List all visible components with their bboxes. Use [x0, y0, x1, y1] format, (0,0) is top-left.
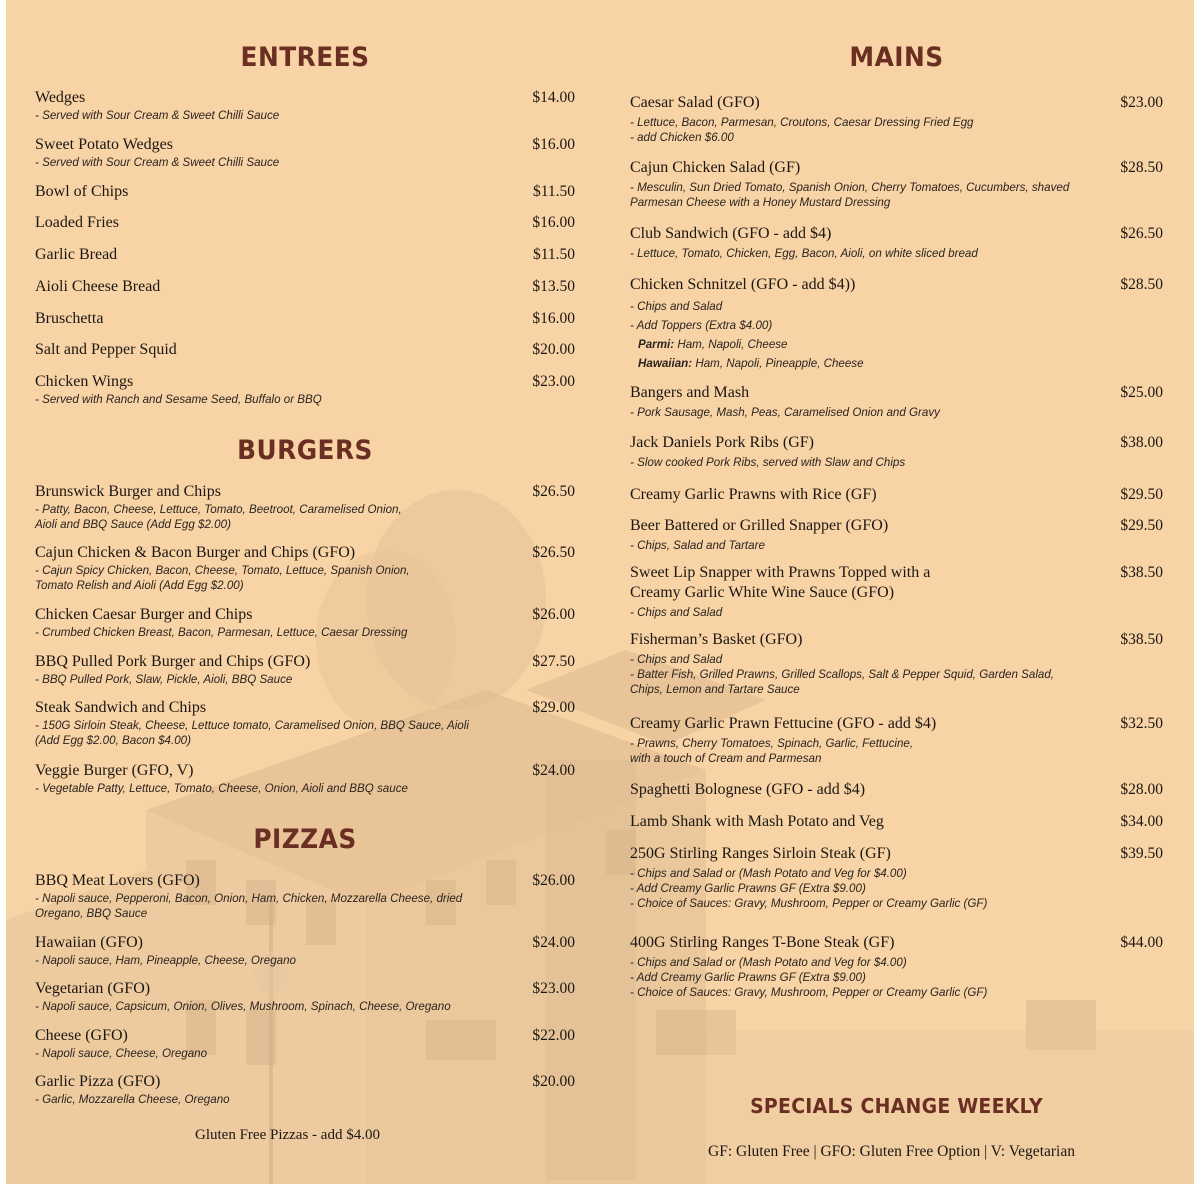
dietary-legend: GF: Gluten Free | GFO: Gluten Free Option | V: Vegetarian: [708, 1143, 1075, 1160]
menu-item-name: Fisherman’s Basket (GFO): [630, 631, 803, 648]
menu-item: [35, 277, 575, 297]
description-line: - Crumbed Chicken Breast, Bacon, Parmesan, Lettuce, Caesar Dressing: [35, 626, 408, 639]
menu-item: [35, 88, 575, 123]
description-line: - Chips and Salad or (Mash Potato and Veg for $4.00): [630, 867, 907, 880]
menu-item-description: [35, 502, 575, 532]
menu-item-price: $29.00: [532, 699, 575, 716]
menu-item-description: [630, 605, 1163, 620]
description-line: - Chips, Salad and Tartare: [630, 539, 765, 552]
menu-item: [35, 933, 575, 968]
menu-item-price: $34.00: [1120, 813, 1163, 830]
menu-item-name: Vegetarian (GFO): [35, 980, 151, 997]
menu-item-name: Beer Battered or Grilled Snapper (GFO): [630, 517, 889, 534]
menu-item: [35, 309, 575, 329]
menu-item-description: [630, 405, 1163, 420]
menu-item: [35, 213, 575, 233]
menu-item-description: [35, 392, 575, 407]
menu-item: [35, 135, 575, 170]
menu-item-price: $23.00: [1120, 94, 1163, 111]
menu-item-price: $38.50: [1120, 564, 1163, 581]
menu-item: [630, 812, 1163, 832]
menu-item-name: Bruschetta: [35, 310, 104, 327]
menu-item-price: $28.00: [1120, 781, 1163, 798]
description-line: - Served with Sour Cream & Sweet Chilli Sauce: [35, 156, 280, 169]
menu-item-description: [35, 672, 575, 687]
menu-item: [630, 844, 1163, 911]
mains-heading: MAINS: [849, 42, 944, 73]
menu-item-price: $20.00: [532, 1073, 575, 1090]
menu-item-description: [35, 1046, 575, 1061]
menu-item-name: Brunswick Burger and Chips: [35, 483, 221, 500]
menu-item-price: $16.00: [532, 136, 575, 153]
menu-item: [35, 605, 575, 640]
menu-item: [630, 933, 1163, 1000]
menu-item-name: Sweet Lip Snapper with Prawns Topped with a: [630, 564, 931, 581]
menu-item-name: 400G Stirling Ranges T-Bone Steak (GF): [630, 934, 895, 951]
description-line: - add Chicken $6.00: [630, 131, 734, 144]
description-line: - Napoli sauce, Ham, Pineapple, Cheese, Oregano: [35, 954, 297, 967]
menu-item-name: Caesar Salad (GFO): [630, 94, 760, 111]
menu-item: [35, 482, 575, 532]
menu-item-name: Veggie Burger (GFO, V): [35, 762, 194, 779]
description-line: Parmesan Cheese with a Honey Mustard Dressing: [630, 196, 891, 209]
description-line: - Batter Fish, Grilled Prawns, Grilled Scallops, Salt & Pepper Squid, Garden Salad,: [630, 668, 1055, 681]
menu-item: [630, 224, 1163, 261]
menu-item: [35, 871, 575, 921]
description-line: - Cajun Spicy Chicken, Bacon, Cheese, Tomato, Lettuce, Spanish Onion,: [35, 564, 410, 577]
menu-item-price: $24.00: [532, 762, 575, 779]
topper-label: Hawaiian:: [638, 357, 693, 370]
description-line: - Lettuce, Tomato, Chicken, Egg, Bacon, Aioli, on white sliced bread: [630, 247, 978, 260]
description-line: - Choice of Sauces: Gravy, Mushroom, Pepper or Creamy Garlic (GF): [630, 897, 988, 910]
menu-item-name: BBQ Pulled Pork Burger and Chips (GFO): [35, 653, 311, 670]
description-line: - Napoli sauce, Pepperoni, Bacon, Onion, Ham, Chicken, Mozzarella Cheese, dried: [35, 892, 463, 905]
menu-item-price: $44.00: [1120, 934, 1163, 951]
menu-item-description: [630, 736, 1163, 766]
menu-item-price: $26.50: [1120, 225, 1163, 242]
description-line: - Vegetable Patty, Lettuce, Tomato, Cheese, Onion, Aioli and BBQ sauce: [35, 782, 408, 795]
menu-item-name: Wedges: [35, 89, 86, 106]
menu-item: [630, 158, 1163, 210]
menu-item-description: [35, 563, 575, 593]
menu-item-name: Bowl of Chips: [35, 183, 129, 200]
menu-item: [630, 383, 1163, 420]
menu-item-description: [630, 652, 1163, 697]
menu-item: [630, 433, 1163, 470]
menu-item-price: $20.00: [532, 341, 575, 358]
topper-text: Ham, Napoli, Pineapple, Cheese: [692, 357, 864, 370]
menu-item-name: Lamb Shank with Mash Potato and Veg: [630, 813, 884, 830]
description-line: - Add Creamy Garlic Prawns GF (Extra $9.00): [630, 882, 866, 895]
menu-item: [35, 245, 575, 265]
menu-item: [35, 698, 575, 748]
description-line: - Served with Sour Cream & Sweet Chilli Sauce: [35, 109, 280, 122]
menu-item-price: $23.00: [532, 373, 575, 390]
description-line: (Add Egg $2.00, Bacon $4.00): [35, 734, 191, 747]
description-line: - Add Creamy Garlic Prawns GF (Extra $9.00): [630, 971, 866, 984]
menu-item-price: $25.00: [1120, 384, 1163, 401]
menu-item-name-line2: Creamy Garlic White Wine Sauce (GFO): [630, 584, 895, 601]
specials-banner: SPECIALS CHANGE WEEKLY: [750, 1094, 1043, 1118]
menu-item-name: Loaded Fries: [35, 214, 119, 231]
menu-item-name: Cajun Chicken Salad (GF): [630, 159, 801, 176]
menu-item-price: $13.50: [532, 278, 575, 295]
description-line: - Chips and Salad or (Mash Potato and Veg for $4.00): [630, 956, 907, 969]
entrees-heading: ENTREES: [240, 42, 370, 73]
menu-item-price: $28.50: [1120, 276, 1163, 293]
menu-item-description: [35, 999, 575, 1014]
topper-line: [630, 335, 1163, 354]
description-line: - Chips and Salad: [630, 606, 723, 619]
description-line: - Choice of Sauces: Gravy, Mushroom, Pepper or Creamy Garlic (GF): [630, 986, 988, 999]
menu-item-description: [35, 625, 575, 640]
menu-item: [630, 275, 1163, 373]
menu-item-price: $16.00: [532, 214, 575, 231]
burgers-heading: BURGERS: [237, 435, 373, 466]
menu-item-price: $24.00: [532, 934, 575, 951]
description-line: - Pork Sausage, Mash, Peas, Caramelised Onion and Gravy: [630, 406, 940, 419]
menu-item-name: 250G Stirling Ranges Sirloin Steak (GF): [630, 845, 891, 862]
menu-item-name: Cheese (GFO): [35, 1027, 128, 1044]
menu-item-price: $38.50: [1120, 631, 1163, 648]
menu-item-name: BBQ Meat Lovers (GFO): [35, 872, 200, 889]
menu-item: [630, 714, 1163, 766]
description-line: - Add Toppers (Extra $4.00): [630, 319, 773, 332]
menu-item-price: $11.50: [532, 183, 575, 200]
menu-item-description: [35, 781, 575, 796]
menu-item-price: $26.00: [532, 872, 575, 889]
description-line: - Napoli sauce, Capsicum, Onion, Olives, Mushroom, Spinach, Cheese, Oregano: [35, 1000, 451, 1013]
menu-item: [630, 563, 1163, 620]
menu-item-description: [35, 953, 575, 968]
description-line: - Chips and Salad: [630, 300, 723, 313]
menu-item-name: Chicken Wings: [35, 373, 134, 390]
description-line: - 150G Sirloin Steak, Cheese, Lettuce tomato, Caramelised Onion, BBQ Sauce, Aioli: [35, 719, 469, 732]
menu-item-price: $32.50: [1120, 715, 1163, 732]
menu-item-price: $29.50: [1120, 486, 1163, 503]
menu-item-description: [35, 891, 575, 921]
description-line: - Lettuce, Bacon, Parmesan, Croutons, Caesar Dressing Fried Egg: [630, 116, 974, 129]
menu-item-price: $14.00: [532, 89, 575, 106]
menu-item-name: Garlic Pizza (GFO): [35, 1073, 161, 1090]
menu-item-description: [630, 866, 1163, 911]
menu-item-name: Salt and Pepper Squid: [35, 341, 177, 358]
menu-item-description: [630, 180, 1163, 210]
menu-page: [6, 0, 1194, 1184]
description-line: - Napoli sauce, Cheese, Oregano: [35, 1047, 208, 1060]
menu-item: [630, 780, 1163, 800]
menu-item: [35, 543, 575, 593]
menu-item-price: $26.50: [532, 483, 575, 500]
description-line: Aioli and BBQ Sauce (Add Egg $2.00): [35, 518, 231, 531]
menu-item-name: Bangers and Mash: [630, 384, 750, 401]
description-line: - Chips and Salad: [630, 653, 723, 666]
menu-item: [35, 652, 575, 687]
menu-item: [630, 516, 1163, 553]
menu-item-name: Steak Sandwich and Chips: [35, 699, 207, 716]
menu-item-name: Creamy Garlic Prawns with Rice (GF): [630, 486, 877, 503]
menu-item-description: [35, 108, 575, 123]
menu-item-name: Chicken Caesar Burger and Chips: [35, 606, 253, 623]
description-line: Tomato Relish and Aioli (Add Egg $2.00): [35, 579, 244, 592]
description-line: - Served with Ranch and Sesame Seed, Buffalo or BBQ: [35, 393, 322, 406]
menu-item-description: [630, 246, 1163, 261]
menu-item-price: $11.50: [532, 246, 575, 263]
menu-item-name: Aioli Cheese Bread: [35, 278, 161, 295]
topper-line: [630, 354, 1163, 373]
menu-item-description: [630, 538, 1163, 553]
menu-item-price: $29.50: [1120, 517, 1163, 534]
menu-item: [630, 630, 1163, 697]
menu-item-price: $23.00: [532, 980, 575, 997]
menu-item: [35, 979, 575, 1014]
topper-label: Parmi:: [638, 338, 675, 351]
description-line: - Prawns, Cherry Tomatoes, Spinach, Garlic, Fettucine,: [630, 737, 914, 750]
menu-item-description: [35, 155, 575, 170]
pizzas-heading: PIZZAS: [253, 824, 357, 855]
menu-item: [35, 1072, 575, 1107]
description-line: Oregano, BBQ Sauce: [35, 907, 148, 920]
menu-item-description: [35, 718, 575, 748]
menu-item-name: Chicken Schnitzel (GFO - add $4)): [630, 276, 856, 293]
description-line: with a touch of Cream and Parmesan: [630, 752, 822, 765]
menu-item-name: Spaghetti Bolognese (GFO - add $4): [630, 781, 866, 798]
menu-item: [35, 340, 575, 360]
menu-item-name: Creamy Garlic Prawn Fettucine (GFO - add $4): [630, 715, 937, 732]
menu-item-name: Garlic Bread: [35, 246, 118, 263]
menu-item: [630, 485, 1163, 505]
menu-item-name: Sweet Potato Wedges: [35, 136, 173, 153]
description-line: - Garlic, Mozzarella Cheese, Oregano: [35, 1093, 230, 1106]
menu-item: [35, 182, 575, 202]
topper-text: Ham, Napoli, Cheese: [674, 338, 788, 351]
menu-item-price: $38.00: [1120, 434, 1163, 451]
menu-item-name: Jack Daniels Pork Ribs (GF): [630, 434, 814, 451]
menu-item-name: Cajun Chicken & Bacon Burger and Chips (GFO): [35, 544, 356, 561]
description-line: Chips, Lemon and Tartare Sauce: [630, 683, 800, 696]
description-line: - Patty, Bacon, Cheese, Lettuce, Tomato, Beetroot, Caramelised Onion,: [35, 503, 402, 516]
description-line: - BBQ Pulled Pork, Slaw, Pickle, Aioli, BBQ Sauce: [35, 673, 293, 686]
menu-item-price: $28.50: [1120, 159, 1163, 176]
menu-item: [35, 372, 575, 407]
menu-item: [630, 93, 1163, 145]
menu-item-description: [630, 297, 1163, 373]
menu-item-price: $39.50: [1120, 845, 1163, 862]
menu-item: [35, 1026, 575, 1061]
menu-item-description: [630, 115, 1163, 145]
menu-item-name: Club Sandwich (GFO - add $4): [630, 225, 832, 242]
menu-item-price: $26.50: [532, 544, 575, 561]
description-line: - Slow cooked Pork Ribs, served with Slaw and Chips: [630, 456, 906, 469]
description-line: - Mesculin, Sun Dried Tomato, Spanish Onion, Cherry Tomatoes, Cucumbers, shaved: [630, 181, 1070, 194]
gluten-free-pizza-note: Gluten Free Pizzas - add $4.00: [195, 1127, 380, 1143]
menu-item-description: [35, 1092, 575, 1107]
menu-item-price: $22.00: [532, 1027, 575, 1044]
menu-item-price: $16.00: [532, 310, 575, 327]
menu-item-name: Hawaiian (GFO): [35, 934, 143, 951]
menu-item: [35, 761, 575, 796]
menu-item-price: $27.50: [532, 653, 575, 670]
menu-item-description: [630, 955, 1163, 1000]
menu-item-price: $26.00: [532, 606, 575, 623]
menu-item-description: [630, 455, 1163, 470]
